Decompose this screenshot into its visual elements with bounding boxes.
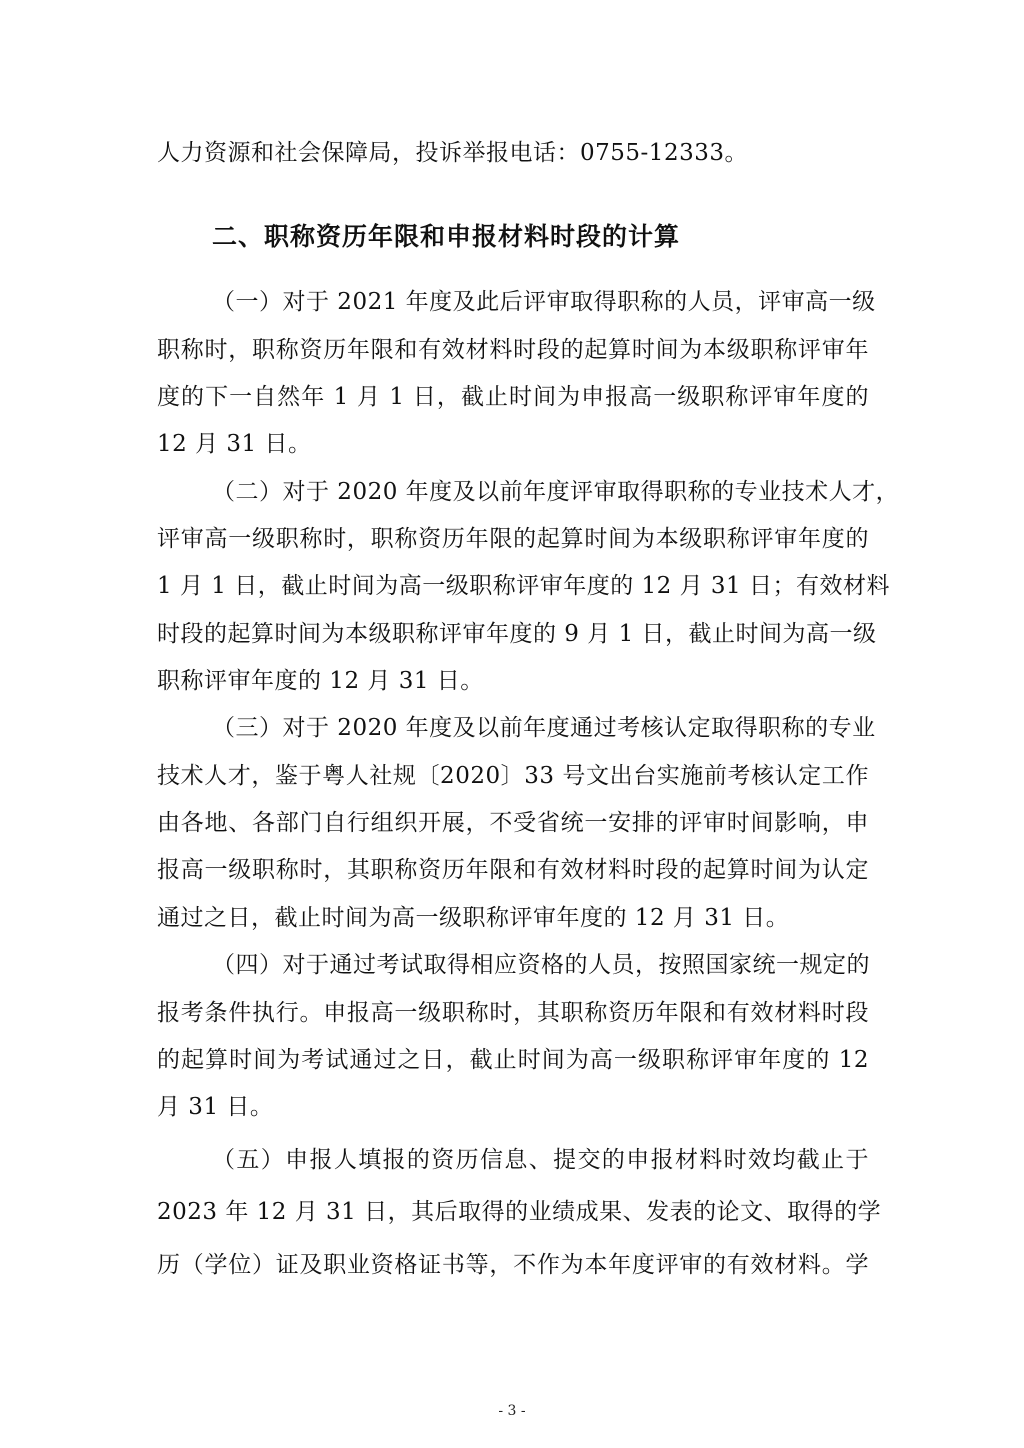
paragraph-line: 报高一级职称时，其职称资历年限和有效材料时段的起算时间为认定	[157, 857, 869, 883]
paragraph-line: 度的下一自然年 1 月 1 日，截止时间为申报高一级职称评审年度的	[157, 384, 869, 410]
paragraph-line: （五）申报人填报的资历信息、提交的申报材料时效均截止于	[212, 1147, 869, 1173]
paragraph-line: 的起算时间为考试通过之日，截止时间为高一级职称评审年度的 12	[157, 1047, 869, 1073]
paragraph-line: 历（学位）证及职业资格证书等，不作为本年度评审的有效材料。学	[157, 1252, 869, 1278]
paragraph-line: 职称评审年度的 12 月 31 日。	[157, 668, 484, 694]
paragraph-line: 评审高一级职称时，职称资历年限的起算时间为本级职称评审年度的	[157, 526, 869, 552]
continuation-line: 人力资源和社会保障局，投诉举报电话：0755-12333。	[157, 140, 748, 166]
paragraph-line: 1 月 1 日，截止时间为高一级职称评审年度的 12 月 31 日；有效材料	[157, 573, 890, 599]
section-heading: 二、职称资历年限和申报材料时段的计算	[212, 222, 681, 251]
paragraph-line: 2023 年 12 月 31 日，其后取得的业绩成果、发表的论文、取得的学	[157, 1199, 882, 1225]
paragraph-line: 通过之日，截止时间为高一级职称评审年度的 12 月 31 日。	[157, 905, 790, 931]
paragraph-line: （三）对于 2020 年度及以前年度通过考核认定取得职称的专业	[212, 715, 876, 741]
paragraph-line: 报考条件执行。申报高一级职称时，其职称资历年限和有效材料时段	[157, 1000, 869, 1026]
paragraph-line: （一）对于 2021 年度及此后评审取得职称的人员，评审高一级	[212, 289, 876, 315]
paragraph-line: 职称时，职称资历年限和有效材料时段的起算时间为本级职称评审年	[157, 337, 869, 363]
paragraph-line: （四）对于通过考试取得相应资格的人员，按照国家统一规定的	[212, 952, 870, 978]
paragraph-line: 12 月 31 日。	[157, 431, 312, 457]
paragraph-line: （二）对于 2020 年度及以前年度评审取得职称的专业技术人才，	[212, 479, 900, 505]
paragraph-line: 技术人才，鉴于粤人社规〔2020〕33 号文出台实施前考核认定工作	[157, 763, 869, 789]
paragraph-line: 由各地、各部门自行组织开展，不受省统一安排的评审时间影响，申	[157, 810, 869, 836]
paragraph-line: 时段的起算时间为本级职称评审年度的 9 月 1 日，截止时间为高一级	[157, 621, 877, 647]
paragraph-line: 月 31 日。	[157, 1094, 274, 1120]
page-number: - 3 -	[498, 1403, 526, 1419]
